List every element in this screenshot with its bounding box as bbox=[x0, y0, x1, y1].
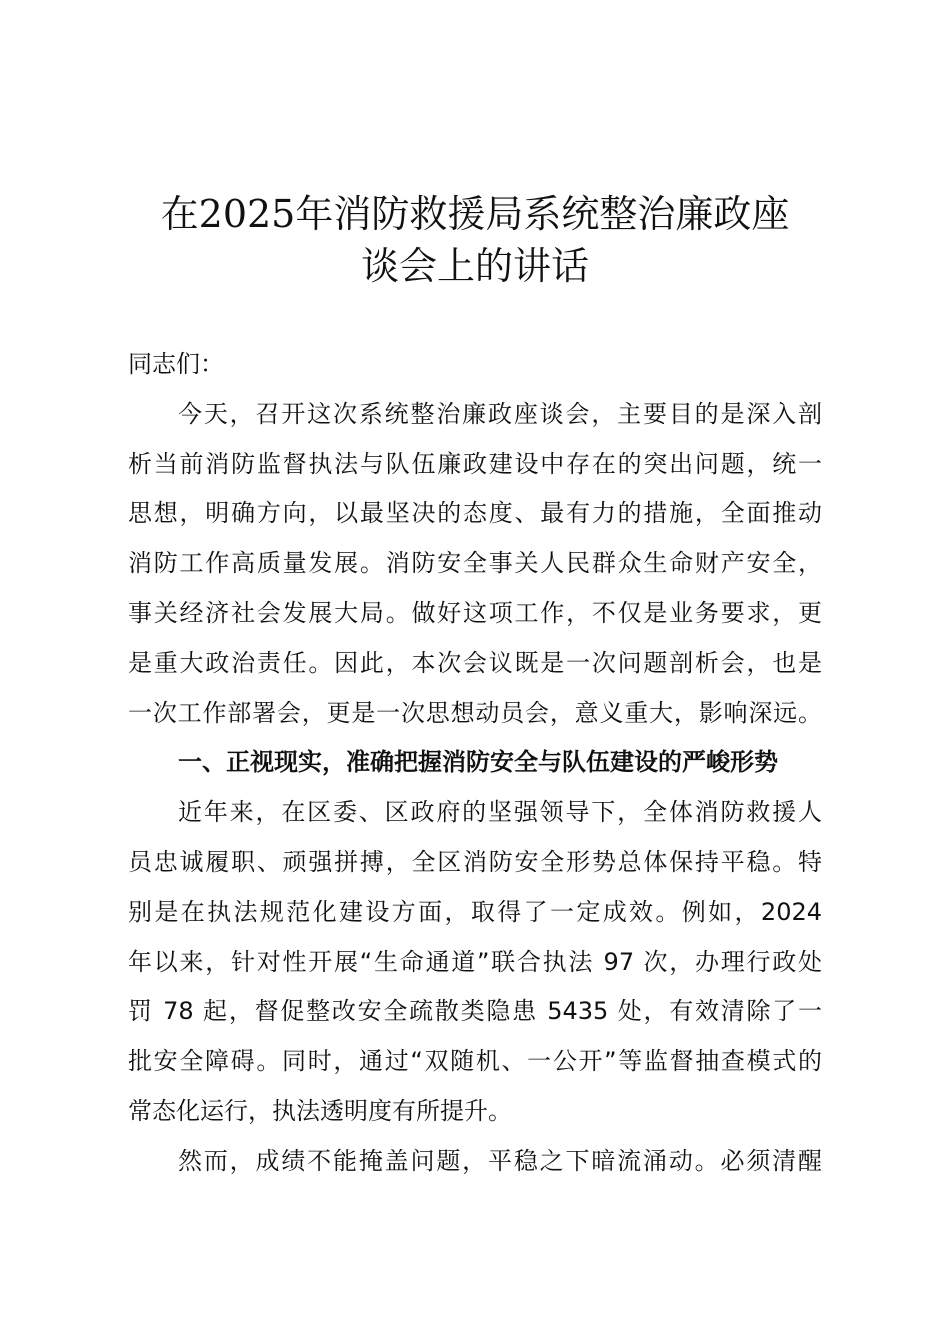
paragraph-problems bbox=[128, 1137, 822, 1187]
text-line: 员忠诚履职、顽强拼搏，全区消防安全形势总体保持平稳。特 bbox=[128, 847, 822, 876]
text-line: 常态化运行，执法透明度有所提升。 bbox=[128, 1096, 512, 1125]
text-line: 析当前消防监督执法与队伍廉政建设中存在的突出问题，统一 bbox=[128, 449, 822, 478]
document-body bbox=[128, 340, 822, 1187]
text-line: 事关经济社会发展大局。做好这项工作，不仅是业务要求，更 bbox=[128, 598, 822, 627]
text-line: 年以来，针对性开展“生命通道”联合执法 97 次，办理行政处 bbox=[128, 947, 822, 976]
text-line: 然而，成绩不能掩盖问题，平稳之下暗流涌动。必须清醒 bbox=[178, 1146, 822, 1175]
text-line: 思想，明确方向，以最坚决的态度、最有力的措施，全面推动 bbox=[128, 499, 822, 528]
salutation: 同志们： bbox=[128, 350, 224, 378]
text-line: 消防工作高质量发展。消防安全事关人民群众生命财产安全， bbox=[128, 549, 822, 578]
title-line: 谈会上的讲话 bbox=[360, 244, 589, 288]
text-line: 别是在执法规范化建设方面，取得了一定成效。例如，2024 bbox=[128, 897, 822, 926]
text-line: 近年来，在区委、区政府的坚强领导下，全体消防救援人 bbox=[178, 798, 822, 827]
title-line: 在2025年消防救援局系统整治廉政座 bbox=[160, 192, 790, 236]
text-line: 今天，召开这次系统整治廉政座谈会，主要目的是深入剖 bbox=[178, 399, 822, 428]
text-line: 罚 78 起，督促整改安全疏散类隐患 5435 处，有效清除了一 bbox=[128, 997, 822, 1026]
text-line: 是重大政治责任。因此，本次会议既是一次问题剖析会，也是 bbox=[128, 648, 822, 677]
text-line: 一次工作部署会，更是一次思想动员会，意义重大，影响深远。 bbox=[128, 698, 822, 727]
section-heading: 一、正视现实，准确把握消防安全与队伍建设的严峻形势 bbox=[178, 748, 778, 777]
paragraph-achievements bbox=[128, 788, 822, 1137]
paragraph-intro bbox=[128, 390, 822, 739]
document-title bbox=[0, 188, 950, 292]
text-line: 批安全障碍。同时，通过“双随机、一公开”等监督抽查模式的 bbox=[128, 1047, 822, 1076]
